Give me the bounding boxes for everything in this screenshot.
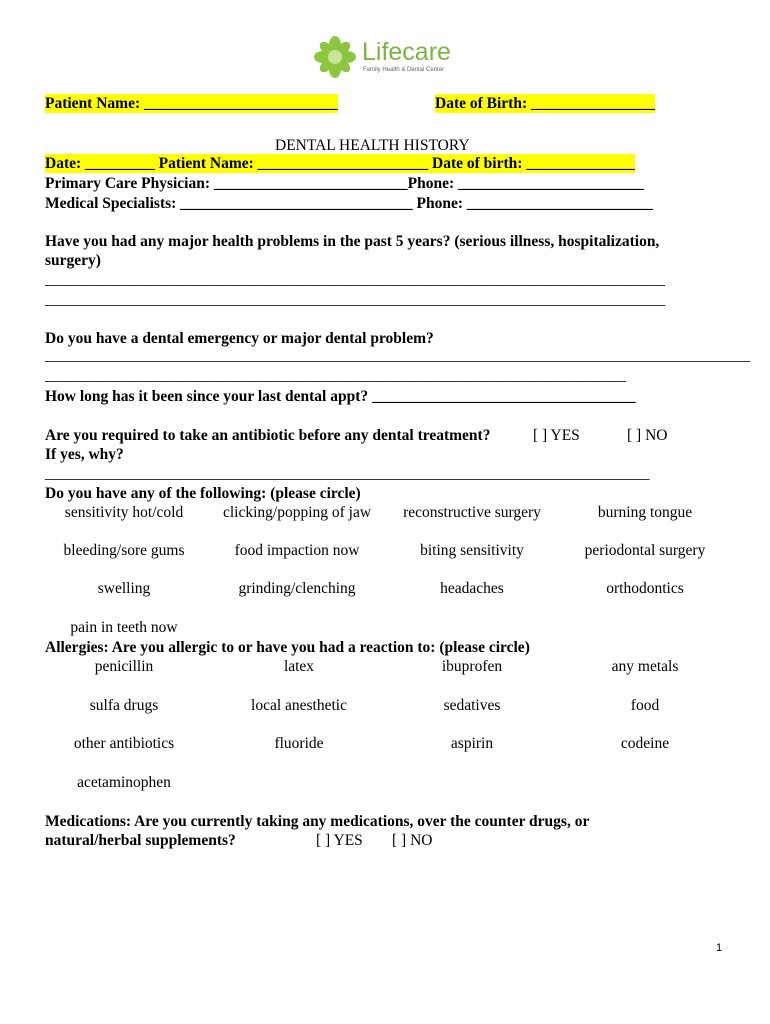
info-specialists-line[interactable]: Medical Specialists: ______________________________ Phone: ________________________ [45,195,653,212]
header-patient-name[interactable]: Patient Name: _________________________ [45,95,338,112]
q-health-answer-line[interactable]: ________________________________________________________________________________ [45,271,665,288]
logo-tagline: Family Health & Dental Center [363,67,445,73]
allergy-option[interactable]: sedatives [443,697,501,714]
q-emergency-answer-line[interactable]: ___________________________________________________________________________ [45,367,627,384]
condition-option[interactable]: clicking/popping of jaw [222,504,372,521]
condition-option[interactable]: bleeding/sore gums [63,542,185,559]
condition-option[interactable]: orthodontics [606,580,684,597]
condition-option[interactable]: food impaction now [234,542,360,559]
condition-option[interactable]: headaches [440,580,504,597]
q-antibiotic-why: If yes, why? [45,446,124,463]
form-title: DENTAL HEALTH HISTORY [275,137,470,154]
condition-option[interactable]: pain in teeth now [70,619,178,636]
condition-option[interactable]: grinding/clenching [238,580,356,597]
allergies-row [45,773,725,793]
q-emergency-answer-line[interactable]: ___________________________________________________________________________________________ [45,347,751,364]
condition-option[interactable]: reconstructive surgery [403,504,541,521]
allergy-option[interactable]: sulfa drugs [89,697,159,714]
q-antibiotic-text: Are you required to take an antibiotic before any dental treatment? [45,427,491,444]
q-antibiotic-answer-line[interactable]: ______________________________________________________________________________ [45,465,650,482]
info-physician-line[interactable]: Primary Care Physician: _________________________Phone: ________________________ [45,175,645,192]
flower-logo-icon [314,36,356,78]
q-health-text: Have you had any major health problems in the past 5 years? (serious illness, hospitalization, [45,233,660,250]
allergy-option[interactable]: food [630,697,660,714]
condition-option[interactable]: sensitivity hot/cold [64,504,184,521]
allergies-row [45,657,725,677]
allergy-option[interactable]: acetaminophen [77,774,171,791]
allergy-option[interactable]: any metals [611,658,679,675]
allergy-option[interactable]: local anesthetic [251,697,347,714]
header-date-of-birth[interactable]: Date of Birth: ________________ [435,95,655,112]
medications-yes-checkbox[interactable]: [ ] YES [316,832,363,849]
medications-text-cont: natural/herbal supplements? [45,832,236,849]
q-health-answer-line[interactable]: ________________________________________________________________________________ [45,291,665,308]
page-number: 1 [716,942,723,954]
condition-option[interactable]: burning tongue [597,504,693,521]
logo-name: Lifecare [362,38,451,66]
allergy-option[interactable]: fluoride [274,735,324,752]
medications-text: Medications: Are you currently taking any medications, over the counter drugs, or [45,813,590,830]
condition-option[interactable]: swelling [97,580,151,597]
allergies-title: Allergies: Are you allergic to or have you had a reaction to: (please circle) [45,639,530,656]
antibiotic-yes-checkbox[interactable]: [ ] YES [533,427,580,444]
allergies-row [45,734,725,754]
q-health-text-cont: surgery) [45,252,101,269]
allergy-option[interactable]: ibuprofen [441,658,503,675]
allergy-option[interactable]: codeine [620,735,670,752]
medications-no-checkbox[interactable]: [ ] NO [392,832,433,849]
conditions-row [45,579,725,599]
allergies-grid [45,657,725,797]
allergy-option[interactable]: aspirin [450,735,494,752]
q-emergency-text: Do you have a dental emergency or major dental problem? [45,330,434,347]
info-date-line[interactable]: Date: _________ Patient Name: ______________________ Date of birth: ______________ [45,155,635,172]
allergy-option[interactable]: penicillin [94,658,154,675]
conditions-grid [45,503,725,643]
condition-option[interactable]: biting sensitivity [420,542,524,559]
allergies-row [45,696,725,716]
conditions-row [45,503,725,523]
condition-option[interactable]: periodontal surgery [584,542,706,559]
conditions-row [45,541,725,561]
antibiotic-no-checkbox[interactable]: [ ] NO [627,427,668,444]
allergy-option[interactable]: latex [283,658,315,675]
q-last-appt[interactable]: How long has it been since your last dental appt? __________________________________ [45,388,636,405]
conditions-row [45,618,725,638]
logo [314,36,464,78]
allergy-option[interactable]: other antibiotics [73,735,175,752]
conditions-title: Do you have any of the following: (please circle) [45,485,361,502]
